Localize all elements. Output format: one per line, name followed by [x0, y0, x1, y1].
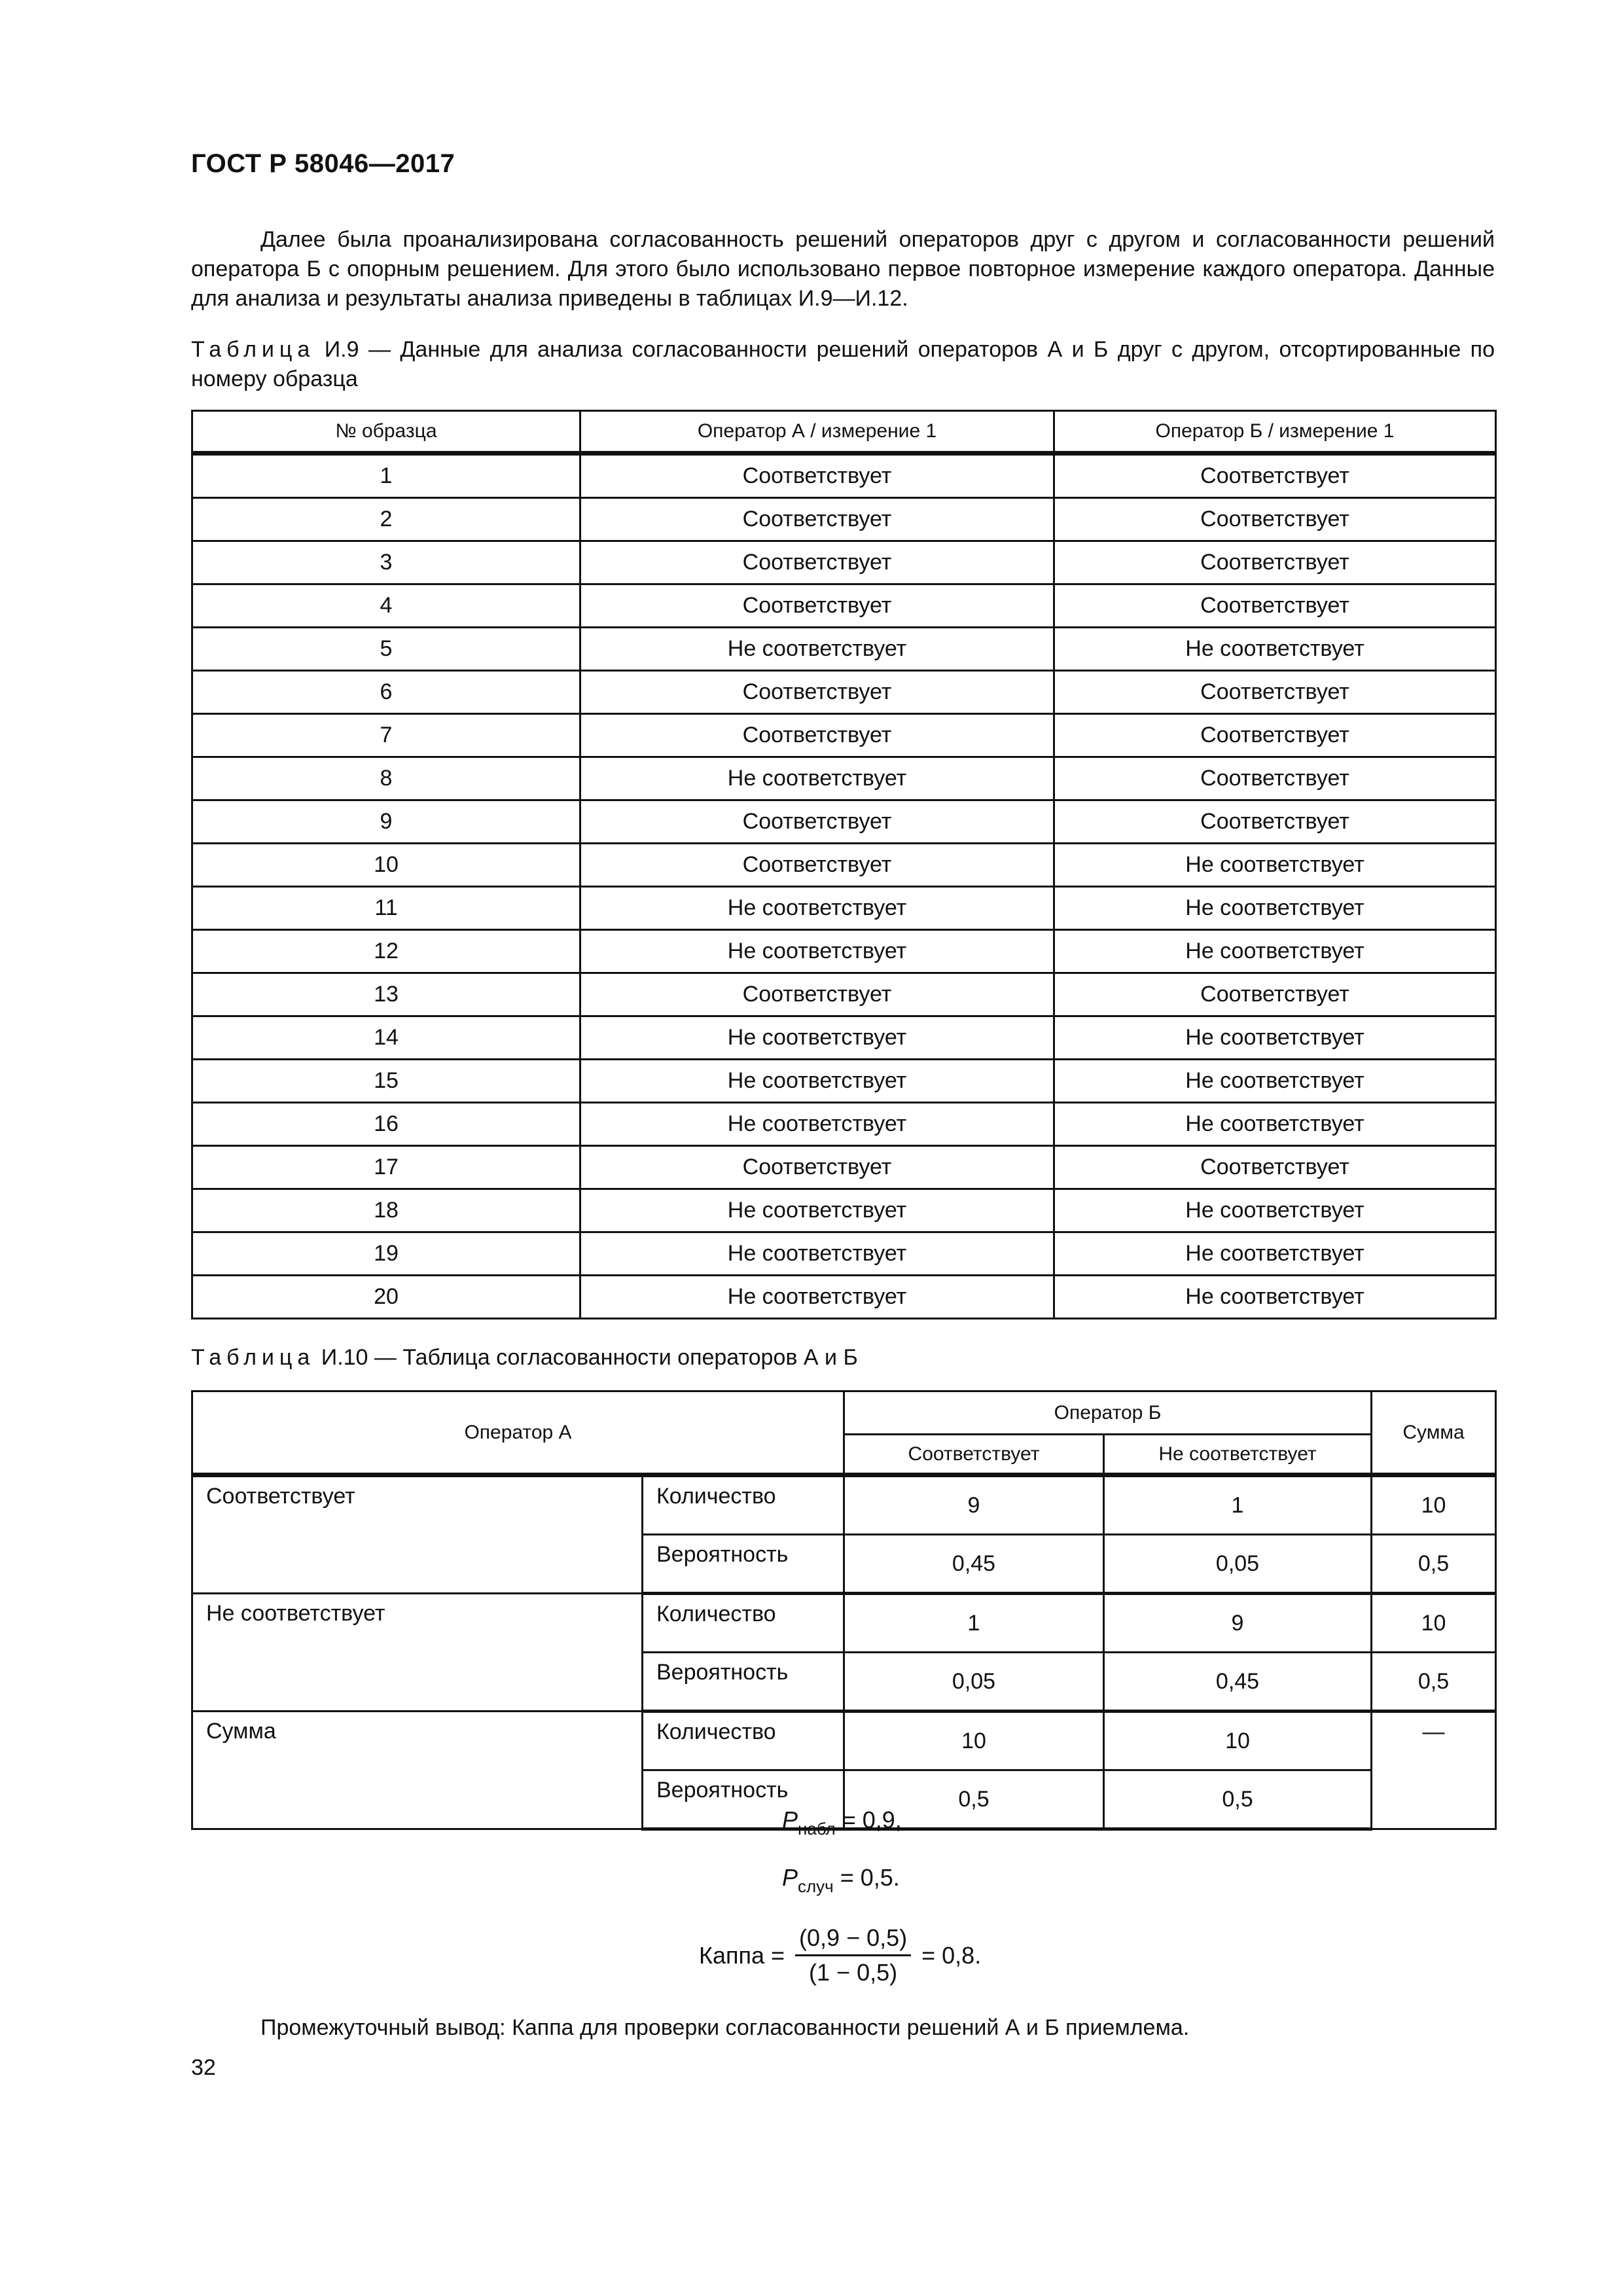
cell-operator-a: Не соответствует: [580, 628, 1054, 671]
intro-paragraph: Далее была проанализирована согласованность решений операторов друг с другом и согласованности решений оператора Б с опорным решением. Для этого было использовано первое повторное измерение каждого оператора. Данные для анализа и результаты анализа приведены в таблицах И.9—И.12.: [191, 227, 1495, 311]
cell-operator-b: Не соответствует: [1054, 930, 1496, 973]
table9-body: [192, 454, 1496, 1319]
table10-header-conforms: Соответствует: [844, 1435, 1104, 1475]
table-row: [192, 887, 1496, 930]
cell-conforms: 10: [844, 1712, 1104, 1770]
table-row: [192, 1189, 1496, 1232]
cell-sample-number: 19: [192, 1232, 580, 1276]
cell-operator-a: Соответствует: [580, 714, 1054, 757]
table9-caption-label: Таблица: [191, 337, 315, 362]
table9-header-sample: № образца: [192, 411, 580, 454]
table10-header-row-1: [192, 1391, 1496, 1435]
cell-operator-a: Соответствует: [580, 844, 1054, 887]
cell-operator-a: Соответствует: [580, 498, 1054, 541]
cell-operator-b: Соответствует: [1054, 973, 1496, 1016]
cell-sample-number: 18: [192, 1189, 580, 1232]
cell-sum: 0,5: [1372, 1535, 1496, 1594]
p-chance-symbol: P: [782, 1864, 798, 1891]
cell-measure: Вероятность: [643, 1770, 844, 1829]
cell-sample-number: 4: [192, 584, 580, 628]
cell-not-conforms: 0,45: [1104, 1653, 1372, 1712]
cell-sample-number: 1: [192, 454, 580, 498]
table-row: [192, 1712, 1496, 1770]
table-row: [192, 1060, 1496, 1103]
cell-operator-a: Не соответствует: [580, 1060, 1054, 1103]
cell-sample-number: 8: [192, 757, 580, 800]
table-row: [192, 930, 1496, 973]
cell-operator-b: Не соответствует: [1054, 844, 1496, 887]
group-label: Соответствует: [192, 1475, 643, 1594]
table-row: [192, 1103, 1496, 1146]
cell-not-conforms: 10: [1104, 1712, 1372, 1770]
table10: [191, 1390, 1497, 1831]
cell-operator-b: Соответствует: [1054, 498, 1496, 541]
table9-caption-text: И.9 — Данные для анализа согласованности решений операторов А и Б друг с другом, отсортированные по номеру образца: [191, 337, 1495, 391]
cell-operator-a: Соответствует: [580, 584, 1054, 628]
table9-header-operator-a: Оператор А / измерение 1: [580, 411, 1054, 454]
table-row: [192, 844, 1496, 887]
p-observed-value: = 0,9,: [835, 1806, 902, 1833]
cell-operator-b: Соответствует: [1054, 714, 1496, 757]
cell-measure: Количество: [643, 1594, 844, 1653]
formula-kappa: [699, 1924, 981, 1986]
kappa-result: = 0,8.: [921, 1941, 982, 1969]
cell-sample-number: 16: [192, 1103, 580, 1146]
cell-sample-number: 14: [192, 1016, 580, 1060]
cell-sample-number: 12: [192, 930, 580, 973]
cell-operator-a: Соответствует: [580, 973, 1054, 1016]
cell-not-conforms: 9: [1104, 1594, 1372, 1653]
table10-body: [192, 1475, 1496, 1829]
cell-sample-number: 7: [192, 714, 580, 757]
table-row: [192, 584, 1496, 628]
cell-operator-a: Не соответствует: [580, 1232, 1054, 1276]
cell-sample-number: 10: [192, 844, 580, 887]
table-row: [192, 541, 1496, 584]
cell-sample-number: 20: [192, 1276, 580, 1319]
cell-operator-b: Соответствует: [1054, 800, 1496, 844]
table10-caption-text: И.10 — Таблица согласованности операторов А и Б: [315, 1345, 858, 1370]
page-number: 32: [191, 2055, 216, 2080]
table-row: [192, 1016, 1496, 1060]
cell-operator-b: Соответствует: [1054, 671, 1496, 714]
cell-operator-a: Соответствует: [580, 800, 1054, 844]
table10-caption-label: Таблица: [191, 1345, 315, 1370]
table-row: [192, 1276, 1496, 1319]
cell-operator-b: Не соответствует: [1054, 1060, 1496, 1103]
cell-not-conforms: 0,5: [1104, 1770, 1372, 1829]
cell-operator-a: Не соответствует: [580, 887, 1054, 930]
kappa-fraction: [795, 1924, 911, 1986]
formula-p-observed: [782, 1806, 902, 1839]
cell-operator-a: Соответствует: [580, 671, 1054, 714]
group-label: Не соответствует: [192, 1594, 643, 1712]
cell-operator-b: Не соответствует: [1054, 887, 1496, 930]
cell-measure: Количество: [643, 1712, 844, 1770]
formula-p-chance: [782, 1864, 900, 1897]
cell-sample-number: 3: [192, 541, 580, 584]
cell-sum: 0,5: [1372, 1653, 1496, 1712]
kappa-numerator: (0,9 − 0,5): [795, 1924, 911, 1956]
cell-sample-number: 15: [192, 1060, 580, 1103]
cell-not-conforms: 0,05: [1104, 1535, 1372, 1594]
cell-operator-b: Соответствует: [1054, 584, 1496, 628]
cell-conforms: 1: [844, 1594, 1104, 1653]
cell-conforms: 9: [844, 1475, 1104, 1535]
cell-sum: 10: [1372, 1475, 1496, 1535]
cell-operator-a: Не соответствует: [580, 757, 1054, 800]
p-chance-value: = 0,5.: [833, 1864, 900, 1891]
cell-measure: Количество: [643, 1475, 844, 1535]
cell-sample-number: 13: [192, 973, 580, 1016]
table-row: [192, 973, 1496, 1016]
table-row: [192, 1475, 1496, 1535]
cell-conforms: 0,05: [844, 1653, 1104, 1712]
cell-measure: Вероятность: [643, 1535, 844, 1594]
cell-operator-a: Соответствует: [580, 454, 1054, 498]
table9-caption: [191, 335, 1495, 394]
cell-operator-b: Не соответствует: [1054, 1189, 1496, 1232]
table10-header-not-conforms: Не соответствует: [1104, 1435, 1372, 1475]
table9-header-row: [192, 411, 1496, 454]
cell-operator-a: Не соответствует: [580, 1016, 1054, 1060]
conclusion-text: Промежуточный вывод: Каппа для проверки согласованности решений А и Б приемлема.: [260, 2015, 1190, 2040]
cell-sample-number: 6: [192, 671, 580, 714]
group-label: Сумма: [192, 1712, 643, 1829]
table10-caption: [191, 1343, 1495, 1372]
cell-operator-a: Соответствует: [580, 541, 1054, 584]
table-row: [192, 800, 1496, 844]
table-row: [192, 757, 1496, 800]
table-row: [192, 628, 1496, 671]
cell-measure: Вероятность: [643, 1653, 844, 1712]
table-row: [192, 714, 1496, 757]
cell-operator-b: Не соответствует: [1054, 1103, 1496, 1146]
table9: [191, 410, 1497, 1319]
cell-sum: —: [1372, 1712, 1496, 1829]
table-row: [192, 1594, 1496, 1653]
kappa-denominator: (1 − 0,5): [809, 1959, 898, 1986]
cell-conforms: 0,45: [844, 1535, 1104, 1594]
table-row: [192, 1232, 1496, 1276]
cell-operator-a: Соответствует: [580, 1146, 1054, 1189]
cell-operator-a: Не соответствует: [580, 1189, 1054, 1232]
cell-operator-a: Не соответствует: [580, 1103, 1054, 1146]
table10-header-operator-a: Оператор А: [192, 1391, 844, 1475]
table-row: [192, 498, 1496, 541]
cell-conforms: 0,5: [844, 1770, 1104, 1829]
cell-operator-b: Соответствует: [1054, 541, 1496, 584]
table-row: [192, 1146, 1496, 1189]
p-chance-subscript: случ: [798, 1876, 834, 1896]
cell-operator-b: Не соответствует: [1054, 1276, 1496, 1319]
kappa-label: Каппа =: [699, 1941, 785, 1969]
p-observed-symbol: P: [782, 1806, 798, 1833]
cell-operator-b: Соответствует: [1054, 1146, 1496, 1189]
cell-sample-number: 17: [192, 1146, 580, 1189]
cell-sum: 10: [1372, 1594, 1496, 1653]
cell-sample-number: 2: [192, 498, 580, 541]
cell-operator-b: Не соответствует: [1054, 628, 1496, 671]
table10-header-operator-b: Оператор Б: [844, 1391, 1372, 1435]
cell-sample-number: 11: [192, 887, 580, 930]
cell-operator-a: Не соответствует: [580, 930, 1054, 973]
table-row: [192, 671, 1496, 714]
table9-header-operator-b: Оператор Б / измерение 1: [1054, 411, 1496, 454]
cell-not-conforms: 1: [1104, 1475, 1372, 1535]
cell-operator-a: Не соответствует: [580, 1276, 1054, 1319]
cell-operator-b: Не соответствует: [1054, 1016, 1496, 1060]
table10-header-sum: Сумма: [1372, 1391, 1496, 1475]
document-header: ГОСТ Р 58046—2017: [191, 149, 455, 178]
cell-operator-b: Не соответствует: [1054, 1232, 1496, 1276]
cell-sample-number: 5: [192, 628, 580, 671]
p-observed-subscript: набл: [798, 1819, 836, 1839]
cell-operator-b: Соответствует: [1054, 454, 1496, 498]
table-row: [192, 454, 1496, 498]
cell-sample-number: 9: [192, 800, 580, 844]
cell-operator-b: Соответствует: [1054, 757, 1496, 800]
